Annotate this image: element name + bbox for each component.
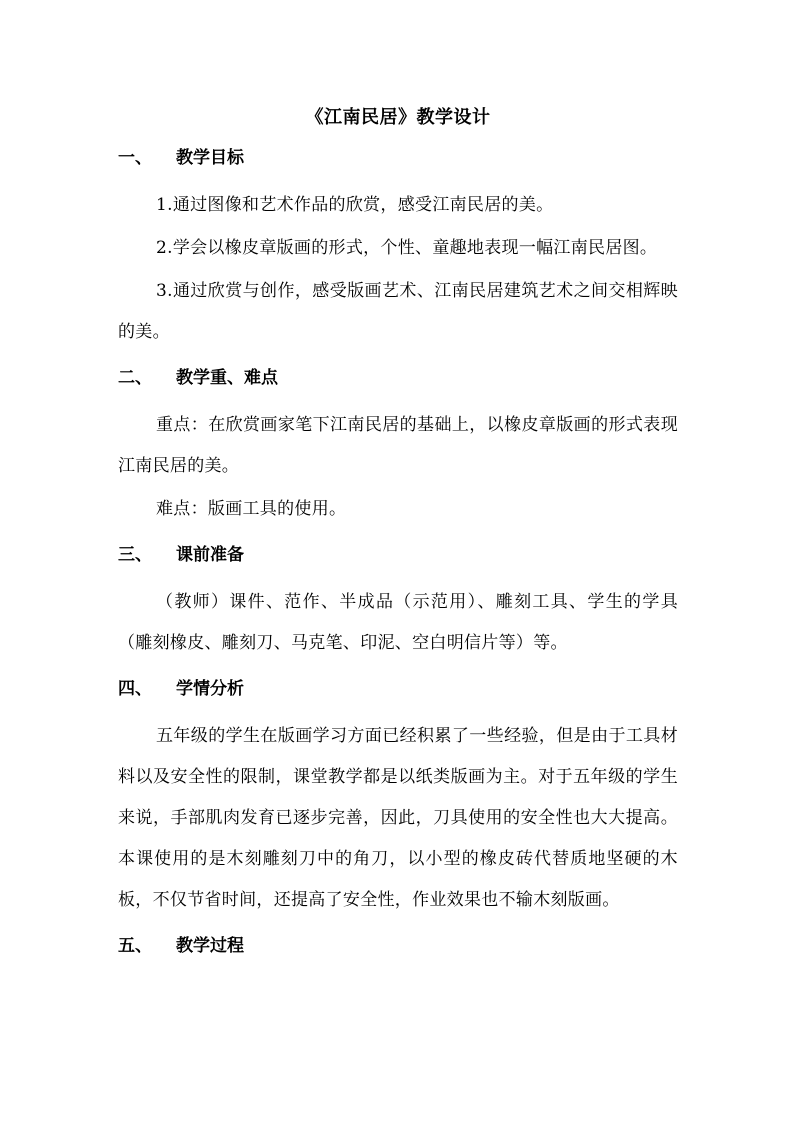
section-heading-2 [118, 365, 678, 391]
paragraph: 五年级的学生在版画学习方面已经积累了一些经验，但是由于工具材料以及安全性的限制，课堂教学都是以纸类版画为主。对于五年级的学生来说，手部肌肉发育已逐步完善，因此，刀具使用的安全性也大大提高。本课使用的是木刻雕刻刀中的角刀，以小型的橡皮砖代替质地坚硬的木板，不仅节省时间，还提高了安全性，作业效果也不输木刻版画。 [118, 726, 678, 910]
section-title: 学情分析 [176, 679, 244, 699]
section-title: 课前准备 [176, 545, 244, 565]
section-heading-5 [118, 933, 678, 959]
paragraph: 重点：在欣赏画家笔下江南民居的基础上，以橡皮章版画的形式表现江南民居的美。 [118, 415, 678, 476]
section-heading-4 [118, 676, 678, 702]
document-title: 《江南民居》教学设计 [305, 107, 491, 128]
paragraph: 1.通过图像和艺术作品的欣赏，感受江南民居的美。 [156, 195, 554, 215]
section-number: 四、 [118, 679, 152, 699]
paragraph: 3.通过欣赏与创作，感受版画艺术、江南民居建筑艺术之间交相辉映的美。 [118, 281, 678, 342]
section-title: 教学过程 [176, 936, 244, 956]
document-page [118, 104, 678, 973]
section-title: 教学目标 [176, 148, 244, 168]
paragraph: （教师）课件、范作、半成品（示范用）、雕刻工具、学生的学具（雕刻橡皮、雕刻刀、马克笔、印泥、空白明信片等）等。 [118, 592, 678, 653]
section-number: 二、 [118, 368, 152, 388]
paragraph: 2.学会以橡皮章版画的形式，个性、童趣地表现一幅江南民居图。 [156, 238, 658, 258]
section-number: 三、 [118, 545, 152, 565]
paragraph: 难点：版画工具的使用。 [156, 499, 347, 519]
section-heading-1 [118, 145, 678, 171]
section-title: 教学重、难点 [176, 368, 278, 388]
section-heading-3 [118, 542, 678, 568]
section-number: 五、 [118, 936, 152, 956]
section-number: 一、 [118, 148, 152, 168]
